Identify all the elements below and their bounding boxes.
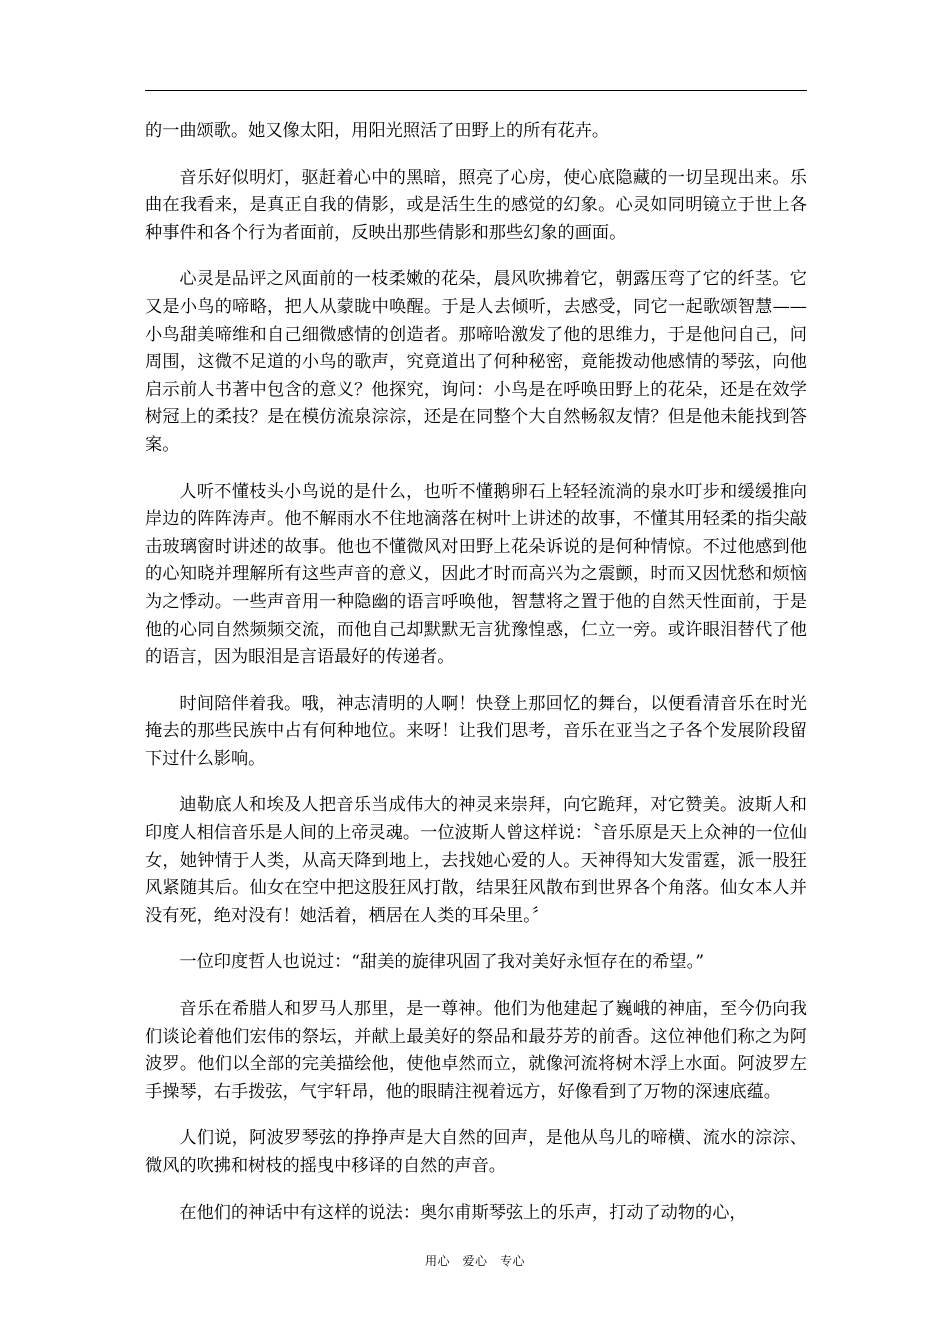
paragraph-2: 音乐好似明灯，驱赶着心中的黑暗，照亮了心房，使心底隐藏的一切呈现出来。乐曲在我看来，是真正自我的倩影，或是活生生的感觉的幻象。心灵如同明镜立于世上各种事件和各个行为者面前，反映出那些倩影和那些幻象的画面。 [145, 167, 807, 243]
paragraph-10: 在他们的神话中有这样的说法：奥尔甫斯琴弦上的乐声，打动了动物的心， [179, 1202, 747, 1223]
paragraph-8: 音乐在希腊人和罗马人那里，是一尊神。他们为他建起了巍峨的神庙，至今仍向我们谈论着他们宏伟的祭坛，并献上最美好的祭品和最芬芳的前香。这位神他们称之为阿波罗。他们以全部的完美描绘他，使他卓然而立，就像河流将树木浮上水面。阿波罗左手操琴，右手拨弦，气宇轩昂，他的眼睛注视着远方，好像看到了万物的深速底蕴。 [145, 999, 807, 1102]
header-rule [145, 90, 807, 91]
paragraph-3: 心灵是品评之风面前的一枝柔嫩的花朵，晨风吹拂着它，朝露压弯了它的纤茎。它又是小鸟的啼略，把人从蒙眬中唤醒。于是人去倾听，去感受，同它一起歌颂智慧——小鸟甜美啼维和自己细微感情的创造者。那啼哈激发了他的思维力，于是他问自己，问周围，这微不足道的小鸟的歌声，究竟道出了何种秘密，竟能拨动他感情的琴弦，向他启示前人书著中包含的意义？他探究，询问：小鸟是在呼唤田野上的花朵，还是在效学树冠上的柔技？是在模仿流泉淙淙，还是在同整个大自然畅叙友情？但是他未能找到答案。 [145, 269, 807, 455]
page-footer: 用心 爱心 专心 [424, 1254, 525, 1268]
paragraph-7: 一位印度哲人也说过：“甜美的旋律巩固了我对美好永恒存在的希望。” [179, 952, 704, 973]
paragraph-9: 人们说，阿波罗琴弦的挣挣声是大自然的回声，是他从鸟儿的啼横、流水的淙淙、微风的吹拂和树枝的摇曳中移译的自然的声音。 [145, 1128, 807, 1176]
paragraph-6: 迪勒底人和埃及人把音乐当成伟大的神灵来崇拜，向它跪拜，对它赞美。波斯人和印度人相信音乐是人间的上帝灵魂。一位波斯人曾这样说：〝音乐原是天上众神的一位仙女，她钟情于人类，从高天降到地上，去找她心爱的人。天神得知大发雷霆，派一股狂风紧随其后。仙女在空中把这股狂风打散，结果狂风散布到世界各个角落。仙女本人并没有死，绝对没有！她活着，栖居在人类的耳朵里。〞 [145, 795, 807, 926]
paragraph-4: 人听不懂枝头小鸟说的是什么，也听不懂鹅卵石上轻轻流淌的泉水叮步和缓缓推向岸边的阵阵涛声。他不解雨水不住地滴落在树叶上讲述的故事，不懂其用轻柔的指尖敲击玻璃窗时讲述的故事。他也不懂微风对田野上花朵诉说的是何种情惊。不过他感到他的心知晓并理解所有这些声音的意义，因此才时而高兴为之震颤，时而又因忧愁和烦恼为之悸动。一些声音用一种隐幽的语言呼唤他，智慧将之置于他的自然天性面前，于是他的心同自然频频交流，而他自己却默默无言犹豫惶惑，仁立一旁。或许眼泪替代了他的语言，因为眼泪是言语最好的传递者。 [145, 481, 807, 668]
document-body [145, 118, 807, 1246]
paragraph-1: 的一曲颂歌。她又像太阳，用阳光照活了田野上的所有花卉。 [145, 121, 610, 141]
paragraph-5: 时间陪伴着我。哦，神志清明的人啊！快登上那回忆的舞台，以便看清音乐在时光掩去的那些民族中占有何种地位。来呀！让我们思考，音乐在亚当之子各个发展阶段留下过什么影响。 [145, 693, 807, 769]
